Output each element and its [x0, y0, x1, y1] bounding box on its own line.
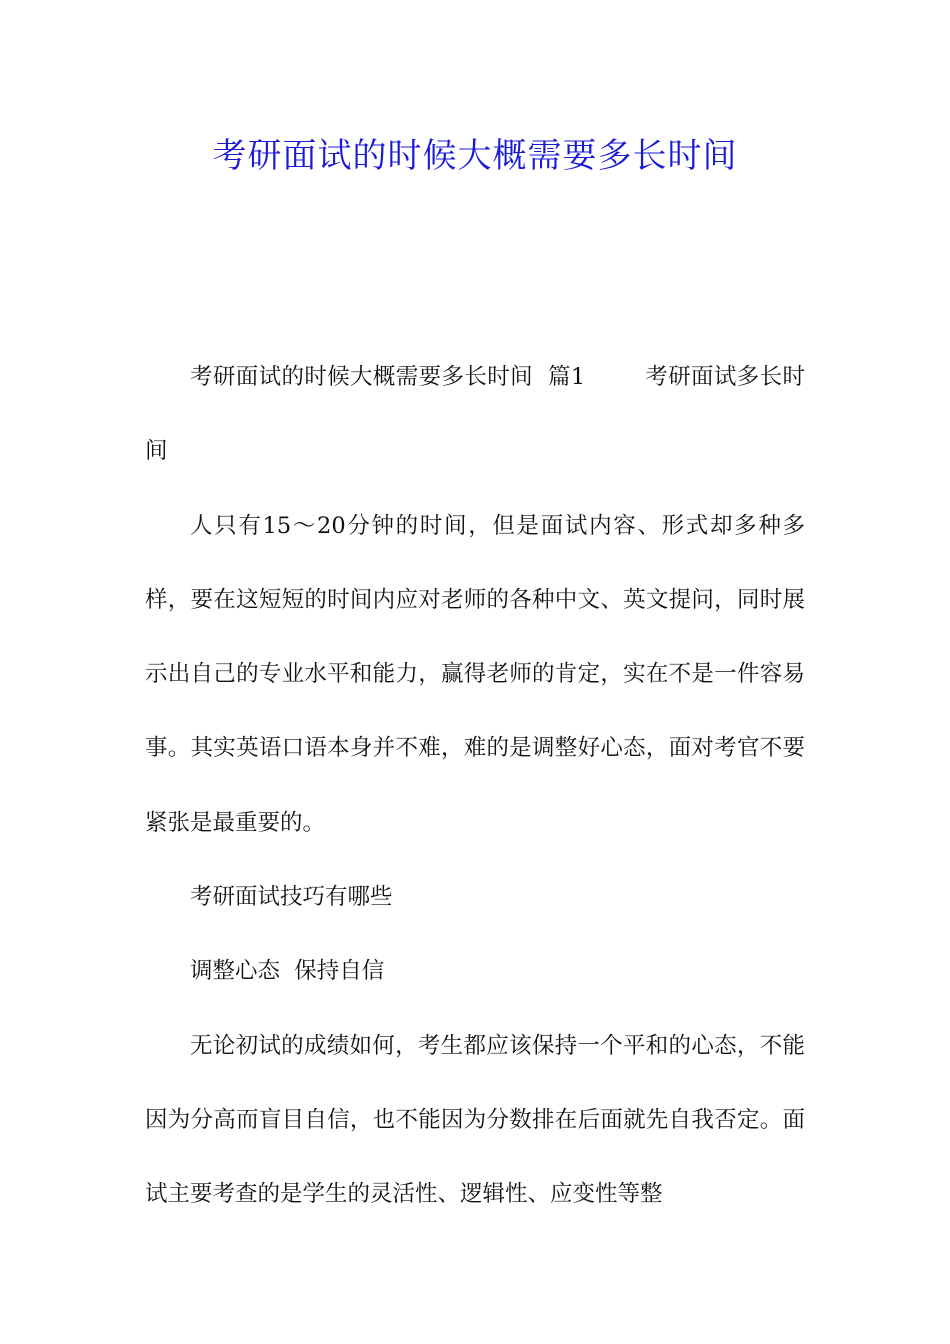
document-title: 考研面试的时候大概需要多长时间 [212, 136, 738, 176]
paragraph-interview-time: 人只有15～20分钟的时间，但是面试内容、形式却多种多样，要在这短短的时间内应对老师的各种中文、英文提问，同时展示出自己的专业水平和能力，赢得老师的肯定，实在不是一件容易事。其实英语口语本身并不难，难的是调整好心态，面对考官不要紧张是最重要的。 [145, 512, 805, 836]
document-body [145, 340, 805, 1232]
paragraph-adjust-mindset: 调整心态 保持自信 [190, 958, 385, 985]
paragraph-mindset-detail: 无论初试的成绩如何，考生都应该保持一个平和的心态，不能因为分高而盲目自信，也不能因为分数排在后面就先自我否定。面试主要考查的是学生的灵活性、逻辑性、应变性等整 [145, 1032, 805, 1208]
paragraph-section-heading: 考研面试的时候大概需要多长时间 篇1 考研面试多长时间 [145, 364, 805, 465]
paragraph-tips-heading: 考研面试技巧有哪些 [190, 884, 393, 911]
